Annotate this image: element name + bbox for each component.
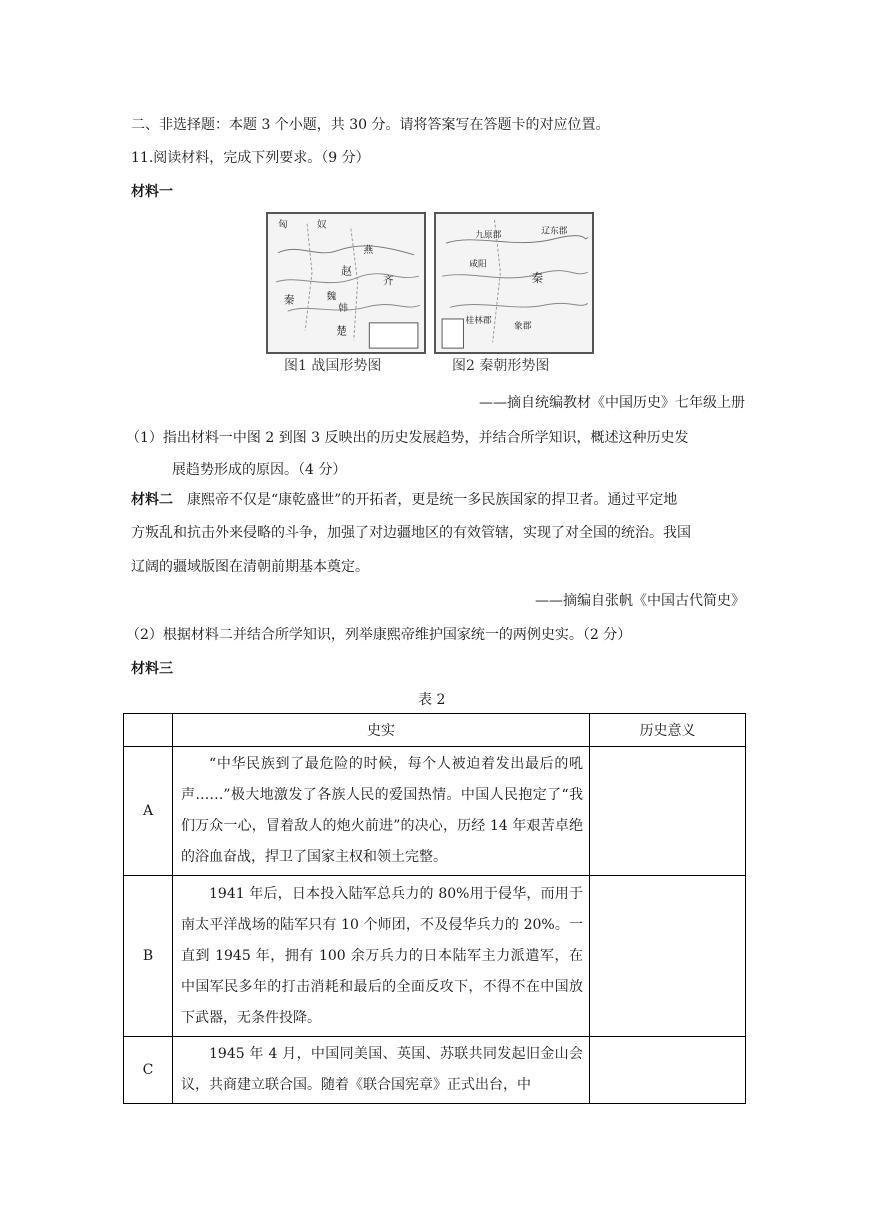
row-label: C: [124, 1037, 173, 1104]
table-title: 表 2: [418, 692, 446, 708]
qin-dynasty-map: [434, 212, 594, 354]
header-significance: 历史意义: [590, 714, 746, 747]
table-row: [124, 1037, 746, 1104]
row-label: B: [124, 876, 173, 1037]
material-2-source: ——摘编自张帆《中国古代简史》: [535, 593, 745, 609]
sub-question-1-line1: （1）指出材料一中图 2 到图 3 反映出的历史发展趋势，并结合所学知识，概述这种历史发: [126, 430, 689, 446]
map1-label-wei: 魏: [326, 291, 337, 303]
map1-label-chu: 楚: [336, 324, 347, 338]
material-2-line3: 辽阔的疆域版图在清朝前期基本奠定。: [131, 559, 369, 575]
map2-label-xianyang: 咸阳: [469, 259, 487, 270]
material-1-figure: [266, 212, 596, 380]
qin-dynasty-map-graphic: [436, 214, 592, 352]
warring-states-map: [266, 212, 426, 354]
material-2-line2: 方叛乱和抗击外来侵略的斗争，加强了对边疆地区的有效管辖，实现了对全国的统治。我国: [131, 525, 691, 541]
map1-label-qi: 齐: [382, 273, 394, 287]
row-facts: “中华民族到了最危险的时候，每个人被迫着发出最后的吼声……”极大地激发了各族人民的爱国热情。中国人民抱定了“我们万众一心，冒着敌人的炮火前进”的决心，历经 14 年艰苦卓绝的浴血奋战，捍卫了国家主权和领土完整。: [173, 747, 590, 876]
map2-label-xiang: 象郡: [514, 321, 532, 332]
warring-states-map-graphic: [268, 214, 424, 352]
map2-label-liaodong-text: 辽东郡: [541, 226, 568, 237]
figure-2-caption: 图2 秦朝形势图: [452, 358, 550, 374]
material-2-label: 材料二: [131, 492, 173, 508]
sub-question-2: （2）根据材料二并结合所学知识，列举康熙帝维护国家统一的两例史实。（2 分）: [126, 627, 632, 643]
question-title: 11.阅读材料，完成下列要求。（9 分）: [131, 150, 370, 166]
row-facts: 1945 年 4 月，中国同美国、英国、苏联共同发起旧金山会议，共商建立联合国。随着《联合国宪章》正式出台，中: [173, 1037, 590, 1104]
map1-label-qin: 秦: [283, 293, 295, 307]
material-2-line1: [131, 490, 677, 510]
table-header-row: [124, 714, 746, 747]
section-heading: 二、非选择题：本题 3 个小题，共 30 分。请将答案写在答题卡的对应位置。: [131, 117, 610, 133]
map1-label-yan: 燕: [363, 244, 374, 256]
row-significance-cell[interactable]: [590, 876, 746, 1037]
figure-1-caption: 图1 战国形势图: [284, 358, 382, 374]
table-row: [124, 747, 746, 876]
material-1-source: ——摘自统编教材《中国历史》七年级上册: [479, 395, 745, 411]
header-facts: 史实: [173, 714, 590, 747]
row-label: A: [124, 747, 173, 876]
material-1-label: 材料一: [131, 184, 173, 200]
material-3-label: 材料三: [131, 661, 173, 677]
map1-label-nu: 奴: [316, 219, 327, 231]
material-2-text-1: 康熙帝不仅是“康乾盛世”的开拓者，更是统一多民族国家的捍卫者。通过平定地: [187, 492, 678, 508]
map1-label-xiong: 匈: [277, 219, 288, 231]
material-3-table: [123, 713, 746, 1104]
map1-label-han: 韩: [338, 303, 348, 315]
row-facts: 1941 年后，日本投入陆军总兵力的 80%用于侵华，而用于南太平洋战场的陆军只有 10 个师团，不及侵华兵力的 20%。一直到 1945 年，拥有 100 余万兵力的日本陆军主力派遣军，在中国军民多年的打击消耗和最后的全面反攻下，不得不在中国放下武器，无条件投降。: [173, 876, 590, 1037]
header-label: [124, 714, 173, 747]
sub-question-1-line2: 展趋势形成的原因。（4 分）: [172, 462, 347, 478]
table-row: [124, 876, 746, 1037]
map1-label-zhao: 赵: [341, 264, 352, 278]
map2-label-jiuyuan: 九原郡: [475, 230, 502, 241]
map2-label-qin: 秦: [531, 271, 544, 286]
row-significance-cell[interactable]: [590, 1037, 746, 1104]
map2-label-guilin: 桂林郡: [465, 315, 492, 326]
row-significance-cell[interactable]: [590, 747, 746, 876]
